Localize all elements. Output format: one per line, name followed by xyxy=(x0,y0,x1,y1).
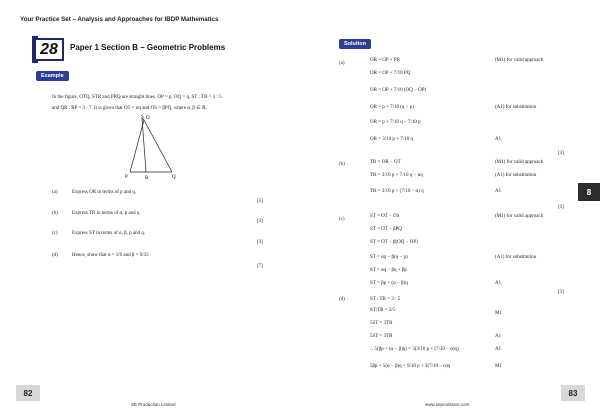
sol-a-marks: [3] xyxy=(558,151,564,156)
sol-a-note6: A1 xyxy=(495,137,502,142)
sol-a-label: (a) xyxy=(339,61,345,66)
sol-c-line1: ST = OT − OS xyxy=(370,214,400,219)
sol-a-line4: OR = p + 7/10 (q − p) xyxy=(370,105,414,110)
sol-c-note6: A1 xyxy=(495,281,502,286)
line-OP xyxy=(130,120,144,172)
sol-a-line5: OR = p + 7/10 q − 7/10 p xyxy=(370,120,421,125)
solution-tag: Solution xyxy=(339,39,371,49)
sol-d-line3: 5ST = 3TR xyxy=(370,321,393,326)
sol-b-label: (b) xyxy=(339,162,345,167)
sol-c-label: (c) xyxy=(339,217,345,222)
sol-d-label: (d) xyxy=(339,297,345,302)
part-c-marks: [3] xyxy=(257,240,263,245)
sol-b-line1: TR = OR − OT xyxy=(370,160,401,165)
website-footer: www.seprodstore.com xyxy=(425,402,470,407)
part-a-label: (a) xyxy=(52,190,58,195)
line-OQ xyxy=(144,120,172,172)
sol-c-note1: (M1) for valid approach xyxy=(495,214,544,219)
sol-a-line6: OR = 3/10 p + 7/10 q xyxy=(370,137,413,142)
part-b-marks: [3] xyxy=(257,219,263,224)
sol-a-note4: (A1) for substitution xyxy=(495,105,537,110)
publisher-footer: SE Production Limited xyxy=(131,402,176,407)
part-b-label: (b) xyxy=(52,211,58,216)
question-intro-line1: In the figure, OTQ, STR and PRQ are straight lines. OP = p, OQ = q, ST : TR = 3 : 5 xyxy=(52,95,222,100)
part-c-text: Express ST in terms of α, β, p and q. xyxy=(72,231,146,236)
sol-a-line2: OR = OP + 7/10 PQ xyxy=(370,71,411,76)
question-intro-line2: and QR : RP = 3 : 7. It is given that OT = αq and OS = βPQ, where α, β ∈ ℝ. xyxy=(52,106,208,111)
page-number-left: 82 xyxy=(16,385,40,401)
section-title: Paper 1 Section B – Geometric Problems xyxy=(70,43,226,52)
sol-b-note3: A1 xyxy=(495,189,502,194)
sol-c-note4: (A1) for substitution xyxy=(495,255,537,260)
label-P: P xyxy=(125,175,128,180)
sol-d-line1: ST : TR = 3 : 5 xyxy=(370,297,401,302)
part-d-text: Hence, show that α = 1/6 and β = 9/35 xyxy=(72,253,149,258)
chapter-number-badge: 28 xyxy=(34,38,64,61)
sol-b-marks: [3] xyxy=(558,205,564,210)
sol-c-line5: ST = αq − βq + βp xyxy=(370,268,407,273)
sol-d-line4: 5ST = 3TR xyxy=(370,334,393,339)
sol-d-note5: A1 xyxy=(495,347,502,352)
sol-c-line4: ST = αq − β(q − p) xyxy=(370,255,408,260)
sol-d-note2: M1 xyxy=(495,311,502,316)
line-SR xyxy=(142,118,146,172)
label-O: O xyxy=(146,116,150,121)
sol-a-line1: OR = OP + PR xyxy=(370,58,400,63)
sol-d-line6: 5βp + 5(α − β)q = 9/10 p + 3(7/10 − α)q xyxy=(370,364,451,369)
chapter-side-tab: 8 xyxy=(578,183,600,201)
label-R: R xyxy=(145,176,149,181)
label-Q: Q xyxy=(172,175,176,180)
example-tag: Example xyxy=(36,71,69,81)
sol-d-line2: ST/TR = 3/5 xyxy=(370,308,396,313)
sol-b-note2: (A1) for substitution xyxy=(495,173,537,178)
part-a-marks: [3] xyxy=(257,199,263,204)
sol-d-note6: M1 xyxy=(495,364,502,369)
sol-b-note1: (M1) for valid approach xyxy=(495,160,544,165)
book-title: Your Practice Set – Analysis and Approaches for IBDP Mathematics xyxy=(20,16,219,23)
part-c-label: (c) xyxy=(52,231,58,236)
label-S: S xyxy=(141,115,144,120)
part-b-text: Express TR in terms of α, p and q. xyxy=(72,211,141,216)
sol-a-line3: OR = OP + 7/10 (OQ − OP) xyxy=(370,88,427,93)
sol-c-line6: ST = βp + (α − β)q xyxy=(370,281,408,286)
sol-b-line3: TR = 3/10 p + (7/10 − α) q xyxy=(370,189,424,194)
sol-d-line5: ∴ 5(βp + (α − β)q) = 3(3/10 p + (7/10 − α)q) xyxy=(370,347,459,352)
sol-c-marks: [3] xyxy=(558,290,564,295)
sol-c-line2: ST = OT − βPQ xyxy=(370,227,402,232)
sol-b-line2: TR = 3/10 p + 7/10 q − αq xyxy=(370,173,423,178)
sol-d-note4: A1 xyxy=(495,334,502,339)
sol-c-line3: ST = OT − β(OQ − OP) xyxy=(370,240,418,245)
geometry-diagram xyxy=(112,112,192,184)
part-a-text: Express OR in terms of p and q. xyxy=(72,190,137,195)
part-d-marks: [7] xyxy=(257,264,263,269)
page-number-right: 83 xyxy=(561,385,585,401)
part-d-label: (d) xyxy=(52,253,58,258)
sol-a-note1: (M1) for valid approach xyxy=(495,58,544,63)
